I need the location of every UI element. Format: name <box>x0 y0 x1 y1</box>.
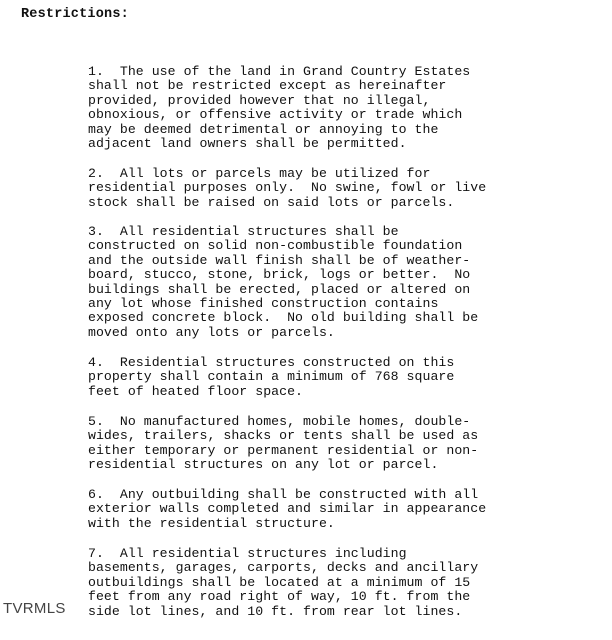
paragraph-line: 6. Any outbuilding shall be constructed with all <box>88 487 479 502</box>
paragraph-line: any lot whose finished construction contains <box>88 296 439 312</box>
paragraph-line: stock shall be raised on said lots or parcels. <box>88 194 455 210</box>
paragraph-line: may be deemed detrimental or annoying to the <box>88 121 439 137</box>
paragraph-line: 5. No manufactured homes, mobile homes, double- <box>88 414 471 429</box>
restriction-paragraph-5 <box>88 415 588 473</box>
restriction-paragraph-6 <box>88 488 588 531</box>
paragraph-line: adjacent land owners shall be permitted. <box>88 136 407 152</box>
paragraph-line: constructed on solid non-combustible foundation <box>88 238 463 254</box>
restriction-paragraph-7 <box>88 547 588 619</box>
paragraph-line: either temporary or permanent residential or non- <box>88 442 479 458</box>
paragraph-line: property shall contain a minimum of 768 square <box>88 369 455 385</box>
paragraph-line: provided, provided however that no illegal, <box>88 92 431 108</box>
paragraph-line: outbuildings shall be located at a minimum of 15 <box>88 574 471 590</box>
document-heading: Restrictions: <box>21 7 129 22</box>
paragraph-line: feet from any road right of way, 10 ft. from the <box>88 589 471 605</box>
paragraph-line: residential purposes only. No swine, fowl or live <box>88 180 487 196</box>
paragraph-line: 7. All residential structures including <box>88 546 407 561</box>
paragraph-line: buildings shall be erected, placed or altered on <box>88 281 471 297</box>
paragraph-line: 2. All lots or parcels may be utilized for <box>88 166 431 181</box>
paragraph-line: feet of heated floor space. <box>88 383 304 399</box>
restriction-paragraph-3 <box>88 225 588 340</box>
restriction-paragraph-1 <box>88 65 588 151</box>
restriction-paragraph-2 <box>88 167 588 210</box>
paragraph-line: exterior walls completed and similar in appearance <box>88 501 487 517</box>
restriction-paragraph-4 <box>88 356 588 399</box>
paragraph-line: residential structures on any lot or parcel. <box>88 457 439 473</box>
paragraph-line: 4. Residential structures constructed on this <box>88 355 455 370</box>
paragraph-line: with the residential structure. <box>88 515 335 531</box>
paragraph-line: shall not be restricted except as hereinafter <box>88 78 447 94</box>
paragraph-line: basements, garages, carports, decks and ancillary <box>88 560 479 576</box>
paragraph-line: exposed concrete block. No old building shall be <box>88 310 479 326</box>
mls-watermark: TVRMLS <box>3 600 66 617</box>
paragraph-line: board, stucco, stone, brick, logs or better. No <box>88 267 471 283</box>
paragraph-line: moved onto any lots or parcels. <box>88 324 335 340</box>
paragraph-line: 3. All residential structures shall be <box>88 224 399 239</box>
paragraph-line: obnoxious, or offensive activity or trade which <box>88 107 463 123</box>
paragraph-line: wides, trailers, shacks or tents shall be used as <box>88 428 479 444</box>
paragraph-line: 1. The use of the land in Grand Country Estates <box>88 64 471 79</box>
paragraph-line: and the outside wall finish shall be of weather- <box>88 252 471 268</box>
paragraph-line: side lot lines, and 10 ft. from rear lot lines. <box>88 603 463 619</box>
